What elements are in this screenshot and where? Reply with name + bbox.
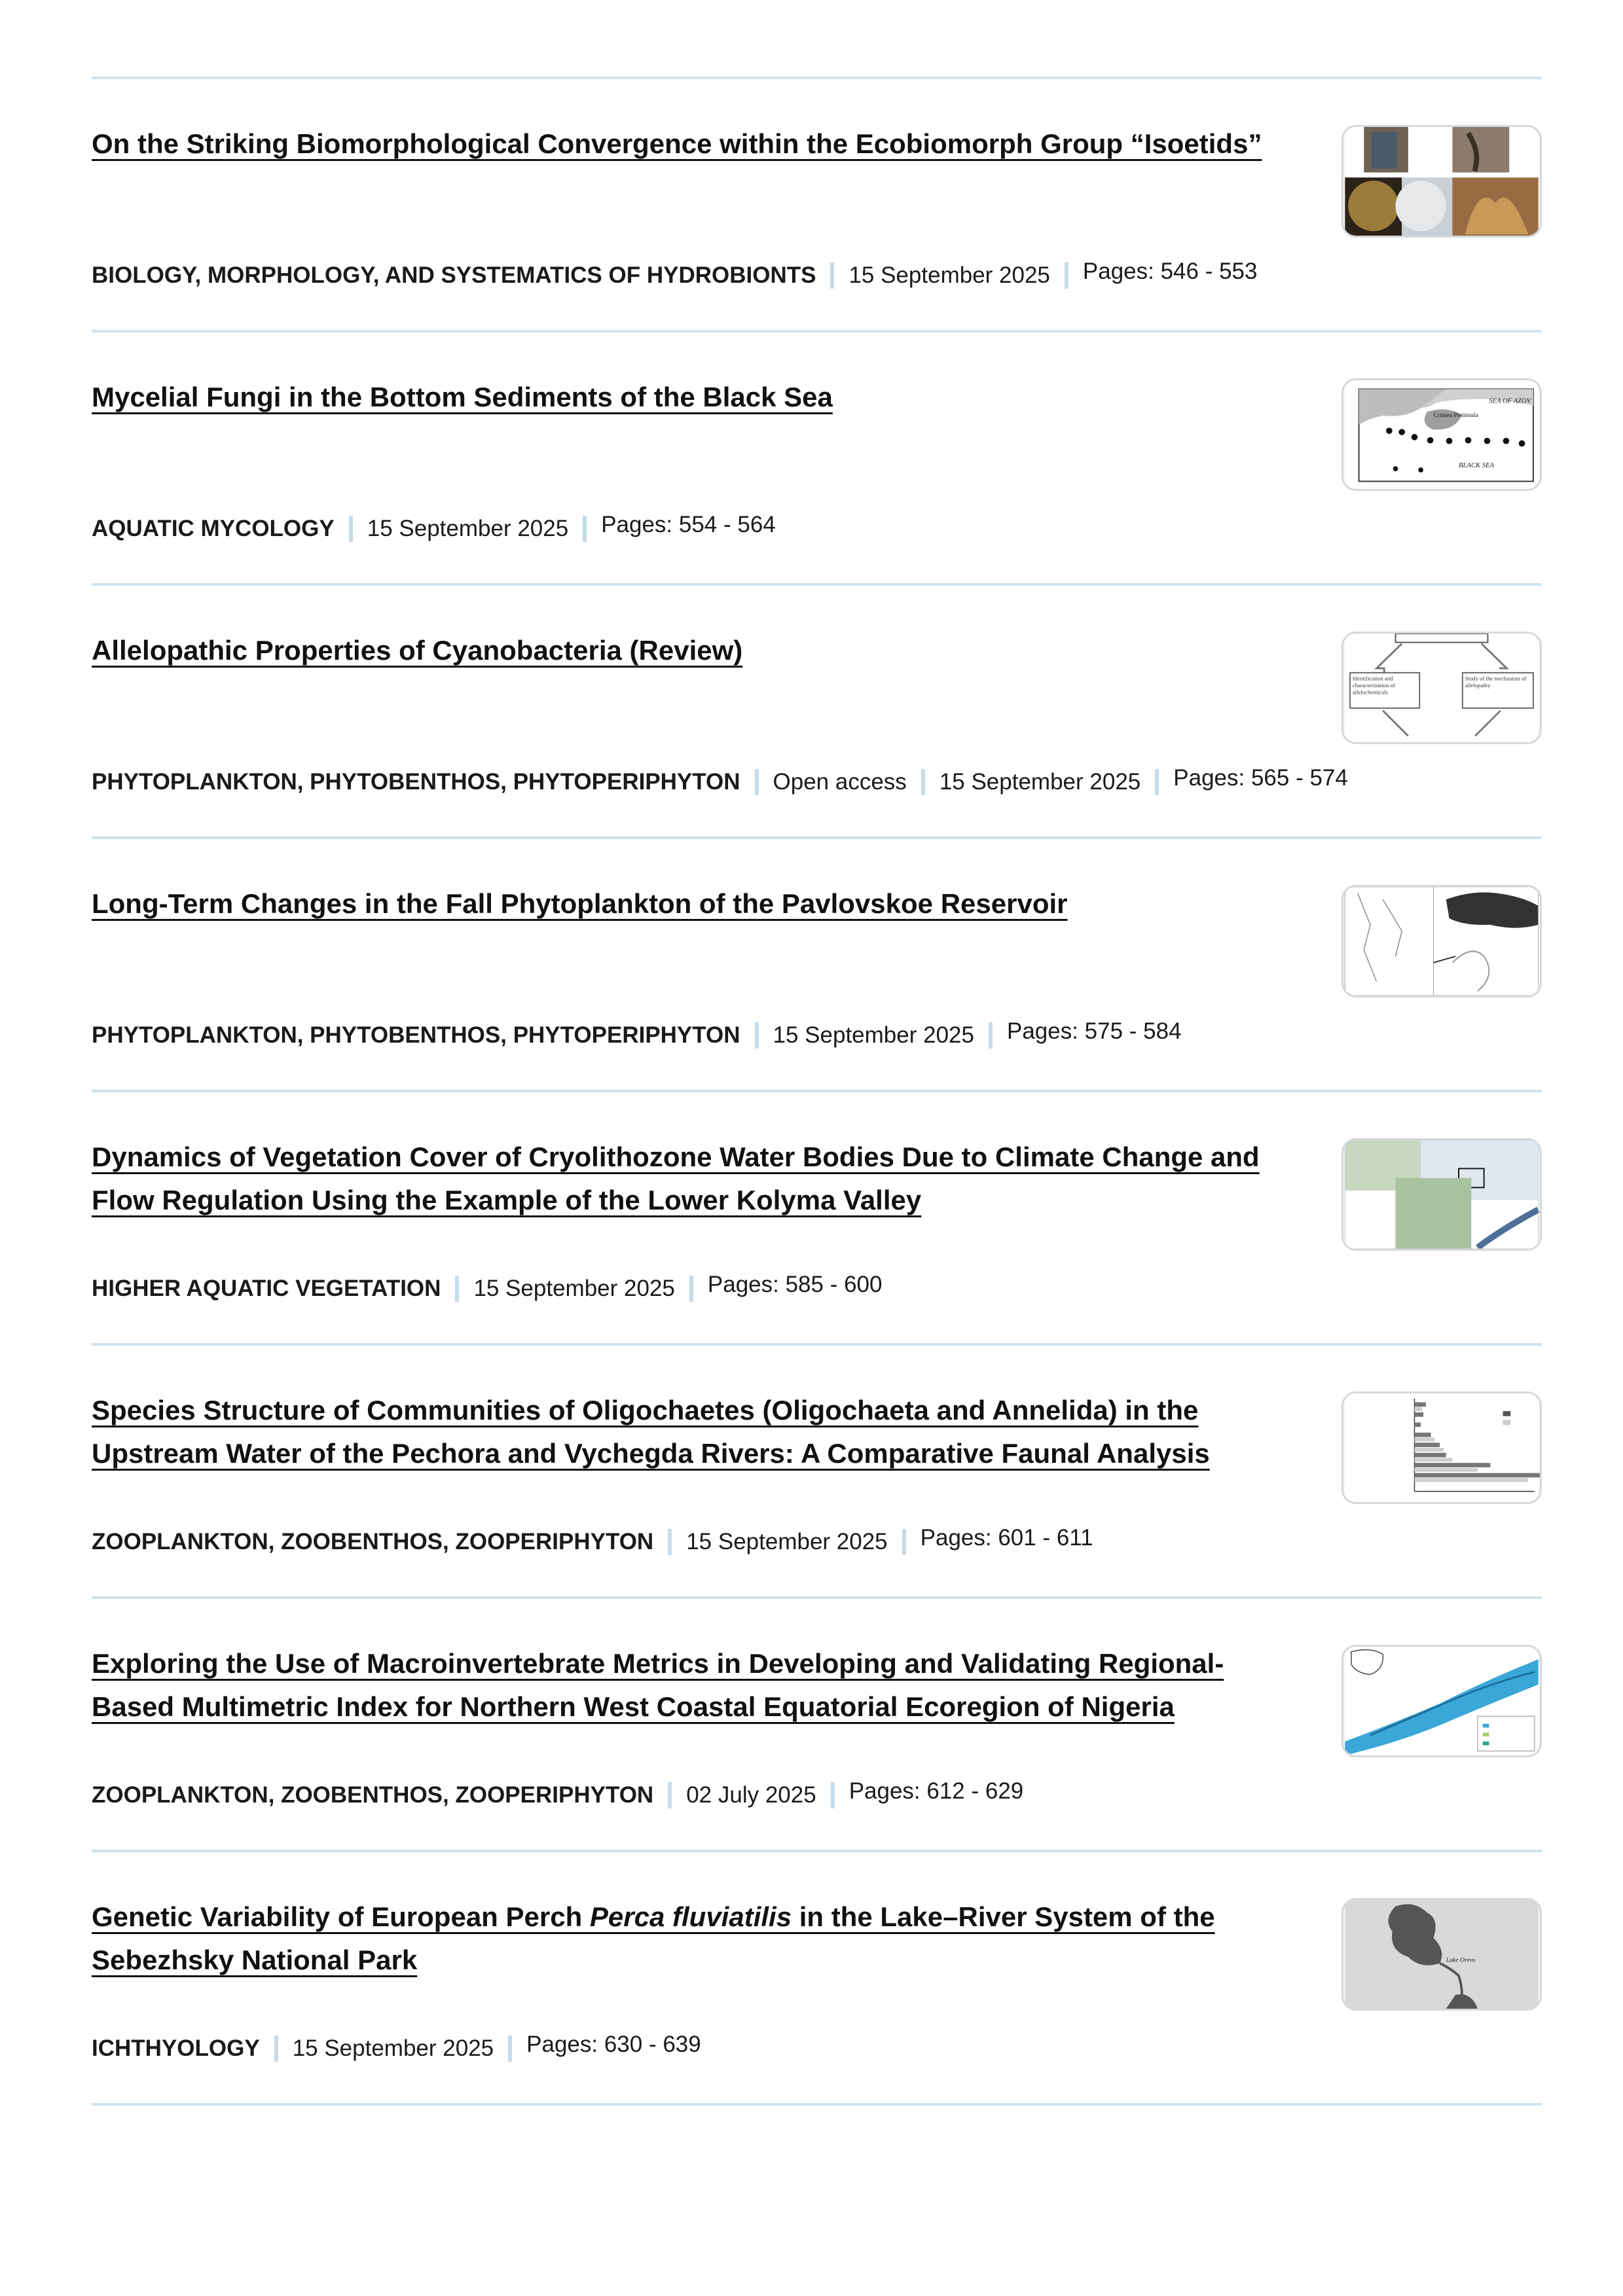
article-item xyxy=(92,1092,1542,1346)
meta-separator xyxy=(989,1022,993,1049)
article-item xyxy=(92,1852,1542,2106)
section-link[interactable]: ICHTHYOLOGY xyxy=(92,2035,260,2061)
article-meta xyxy=(92,1526,1093,1556)
article-meta xyxy=(92,513,776,543)
meta-separator xyxy=(455,1276,459,1302)
page-range: Pages: 612 - 629 xyxy=(848,1778,1024,1804)
isoetids-photos-icon[interactable] xyxy=(1341,125,1542,238)
meta-separator xyxy=(1065,262,1068,289)
meta-separator xyxy=(689,1276,693,1302)
kolyma-satellite-map-icon[interactable] xyxy=(1341,1138,1542,1251)
meta-separator xyxy=(831,1782,835,1808)
black-sea-map-icon[interactable] xyxy=(1341,378,1542,491)
meta-separator xyxy=(755,1022,759,1049)
article-item xyxy=(92,839,1542,1092)
meta-separator xyxy=(1155,769,1159,795)
article-meta xyxy=(92,2033,701,2063)
article-meta xyxy=(92,766,1348,797)
flow-diagram-icon[interactable]: Identification and characterization of allelochemicals Study of the mechanism of allelopathy xyxy=(1341,632,1542,744)
meta-separator xyxy=(274,2036,278,2062)
publication-date: 02 July 2025 xyxy=(686,1782,816,1808)
page-range: Pages: 575 - 584 xyxy=(1006,1018,1182,1044)
section-link[interactable]: AQUATIC MYCOLOGY xyxy=(92,515,335,541)
publication-date: 15 September 2025 xyxy=(773,1022,974,1048)
article-title xyxy=(92,1642,1270,1729)
meta-separator xyxy=(508,2036,512,2062)
lake-map-icon[interactable] xyxy=(1341,1898,1542,2011)
meta-separator xyxy=(830,262,834,289)
publication-date: 15 September 2025 xyxy=(939,768,1141,795)
map-label: BLACK SEA xyxy=(1459,462,1494,470)
page-range: Pages: 546 - 553 xyxy=(1082,258,1258,284)
page-range: Pages: 601 - 611 xyxy=(920,1524,1093,1551)
page-range: Pages: 565 - 574 xyxy=(1173,764,1348,791)
article-title xyxy=(92,882,1270,925)
publication-date: 15 September 2025 xyxy=(292,2035,494,2061)
publication-date: 15 September 2025 xyxy=(367,515,569,541)
article-title-link[interactable]: Mycelial Fungi in the Bottom Sediments of the Black Sea xyxy=(92,382,833,412)
article-title xyxy=(92,376,1270,419)
article-list xyxy=(92,77,1542,2106)
article-title-link[interactable]: On the Striking Biomorphological Convergence within the Ecobiomorph Group “Isoetids” xyxy=(92,128,1262,159)
page-range: Pages: 585 - 600 xyxy=(707,1271,883,1297)
article-item xyxy=(92,79,1542,332)
publication-date: 15 September 2025 xyxy=(473,1275,675,1301)
article-item xyxy=(92,1346,1542,1599)
section-link[interactable]: ZOOPLANKTON, ZOOBENTHOS, ZOOPERIPHYTON xyxy=(92,1782,654,1808)
meta-separator xyxy=(668,1782,672,1808)
section-link[interactable]: HIGHER AQUATIC VEGETATION xyxy=(92,1275,441,1301)
map-label: Crimea Peninsula xyxy=(1433,411,1478,419)
section-link[interactable]: PHYTOPLANKTON, PHYTOBENTHOS, PHYTOPERIPHYTON xyxy=(92,1022,740,1048)
meta-separator xyxy=(755,769,759,795)
article-item xyxy=(92,586,1542,839)
page-range: Pages: 554 - 564 xyxy=(601,511,776,537)
article-meta xyxy=(92,1273,882,1303)
meta-separator xyxy=(921,769,925,795)
species-name: Perca fluviatilis xyxy=(589,1901,792,1932)
article-item xyxy=(92,332,1542,586)
article-title-link[interactable]: Species Structure of Communities of Oligochaetes (Oligochaeta and Annelida) in the Upstream Water of the Pechora and Vychegda Rivers: A Comparative Faunal Analysis xyxy=(92,1395,1210,1469)
article-title-link[interactable]: Long-Term Changes in the Fall Phytoplankton of the Pavlovskoe Reservoir xyxy=(92,888,1068,919)
article-meta xyxy=(92,1020,1182,1050)
article-title xyxy=(92,629,1270,672)
section-link[interactable]: BIOLOGY, MORPHOLOGY, AND SYSTEMATICS OF HYDROBIONTS xyxy=(92,262,816,288)
page-range: Pages: 630 - 639 xyxy=(526,2031,701,2057)
article-title xyxy=(92,1136,1270,1222)
access-badge: Open access xyxy=(773,768,907,795)
section-link[interactable]: PHYTOPLANKTON, PHYTOBENTHOS, PHYTOPERIPHYTON xyxy=(92,768,740,795)
article-title-link[interactable]: Genetic Variability of European Perch Perca fluviatilis in the Lake–River System of the Sebezhsky National Park xyxy=(92,1901,1215,1975)
map-label: SEA OF AZOV xyxy=(1489,397,1531,405)
section-link[interactable]: ZOOPLANKTON, ZOOBENTHOS, ZOOPERIPHYTON xyxy=(92,1528,654,1554)
article-meta xyxy=(92,1780,1023,1810)
article-item xyxy=(92,1599,1542,1852)
publication-date: 15 September 2025 xyxy=(686,1528,888,1554)
article-title-link[interactable]: Exploring the Use of Macroinvertebrate Metrics in Developing and Validating Regional-Based Multimetric Index for Northern West Coastal Equatorial Ecoregion of Nigeria xyxy=(92,1648,1224,1722)
article-title-link[interactable]: Allelopathic Properties of Cyanobacteria (Review) xyxy=(92,635,743,666)
reservoir-map-icon[interactable] xyxy=(1341,885,1542,997)
article-title xyxy=(92,1389,1270,1475)
meta-separator xyxy=(349,516,353,542)
article-title xyxy=(92,1895,1270,1982)
publication-date: 15 September 2025 xyxy=(848,262,1050,288)
map-label: Lake Orevo xyxy=(1446,1956,1476,1964)
meta-separator xyxy=(668,1529,672,1555)
nigeria-map-icon[interactable] xyxy=(1341,1645,1542,1757)
article-meta xyxy=(92,260,1258,290)
article-title xyxy=(92,122,1270,166)
article-title-link[interactable]: Dynamics of Vegetation Cover of Cryolithozone Water Bodies Due to Climate Change and Flow Regulation Using the Example of the Lower Kolyma Valley xyxy=(92,1141,1260,1215)
meta-separator xyxy=(583,516,587,542)
bar-chart-icon[interactable] xyxy=(1341,1391,1542,1504)
meta-separator xyxy=(902,1529,906,1555)
